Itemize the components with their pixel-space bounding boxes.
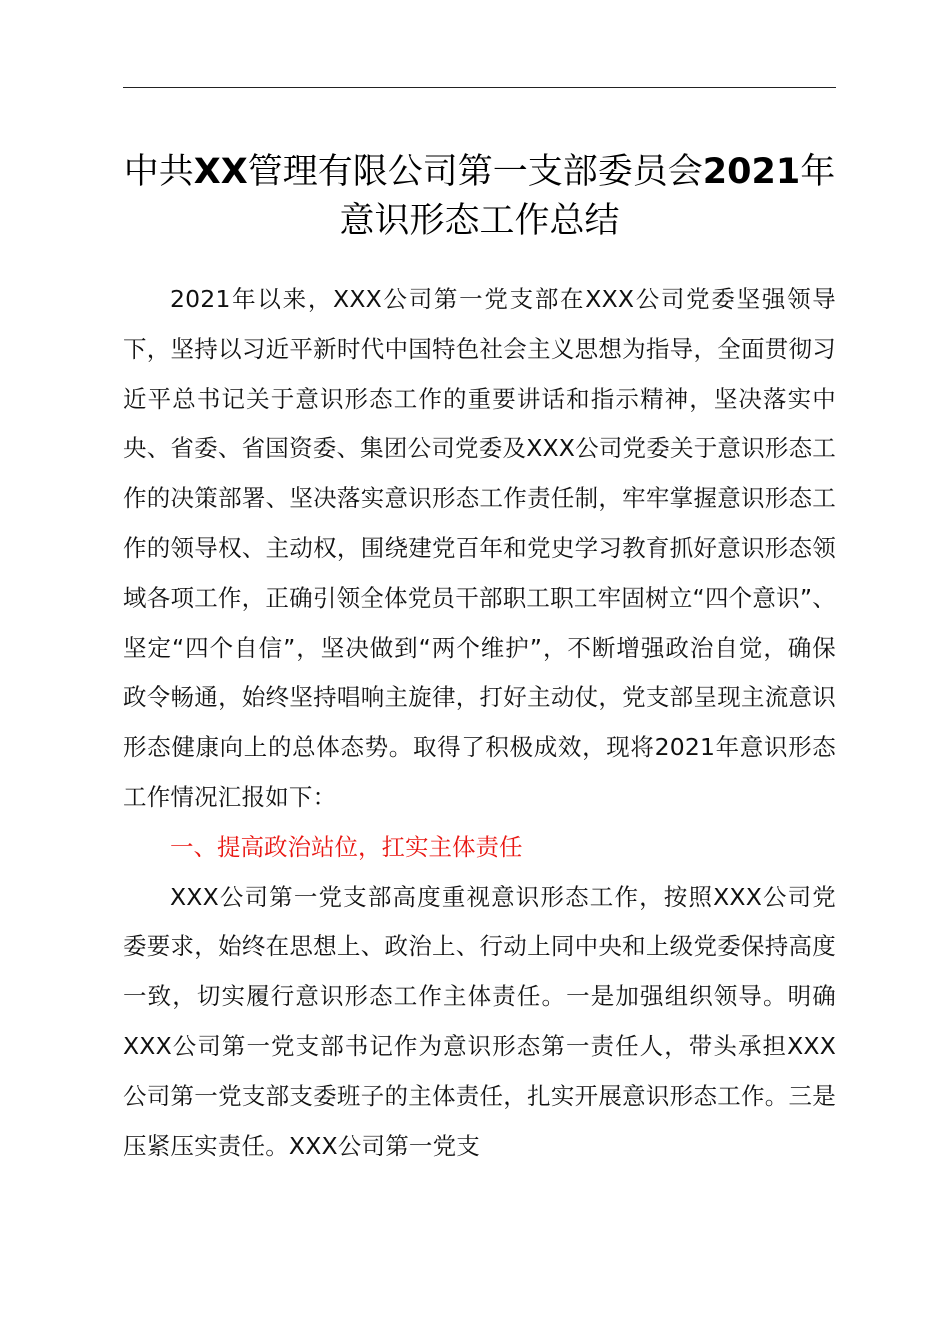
document-title	[123, 148, 836, 246]
title-part-2: 管理有限公司第一支部委员会	[247, 152, 703, 192]
title-part-3: 年意识形态工作总结	[339, 152, 836, 241]
title-bold-1: XX	[193, 152, 248, 192]
section-heading-1: 一、提高政治站位，扛实主体责任	[170, 832, 523, 861]
title-part-1: 中共	[123, 152, 194, 192]
section-1-paragraph: XXX公司第一党支部高度重视意识形态工作，按照XXX公司党委要求，始终在思想上、政治上、行动上同中央和上级党委保持高度一致，切实履行意识形态工作主体责任。一是加强组织领导。明确XXX公司第一党支部书记作为意识形态第一责任人，带头承担XXX公司第一党支部支委班子的主体责任，扎实开展意识形态工作。三是压紧压实责任。XXX公司第一党支	[123, 882, 836, 1160]
header-rule	[123, 87, 836, 88]
title-bold-2: 2021	[702, 152, 801, 192]
document-body	[123, 275, 836, 1171]
intro-paragraph: 2021年以来，XXX公司第一党支部在XXX公司党委坚强领导下，坚持以习近平新时代中国特色社会主义思想为指导，全面贯彻习近平总书记关于意识形态工作的重要讲话和指示精神，坚决落实中央、省委、省国资委、集团公司党委及XXX公司党委关于意识形态工作的决策部署、坚决落实意识形态工作责任制，牢牢掌握意识形态工作的领导权、主动权，围绕建党百年和党史学习教育抓好意识形态领域各项工作，正确引领全体党员干部职工职工牢固树立“四个意识”、坚定“四个自信”，坚决做到“两个维护”，不断增强政治自觉，确保政令畅通，始终坚持唱响主旋律，打好主动仗，党支部呈现主流意识形态健康向上的总体态势。取得了积极成效，现将2021年意识形态工作情况汇报如下：	[123, 285, 836, 811]
